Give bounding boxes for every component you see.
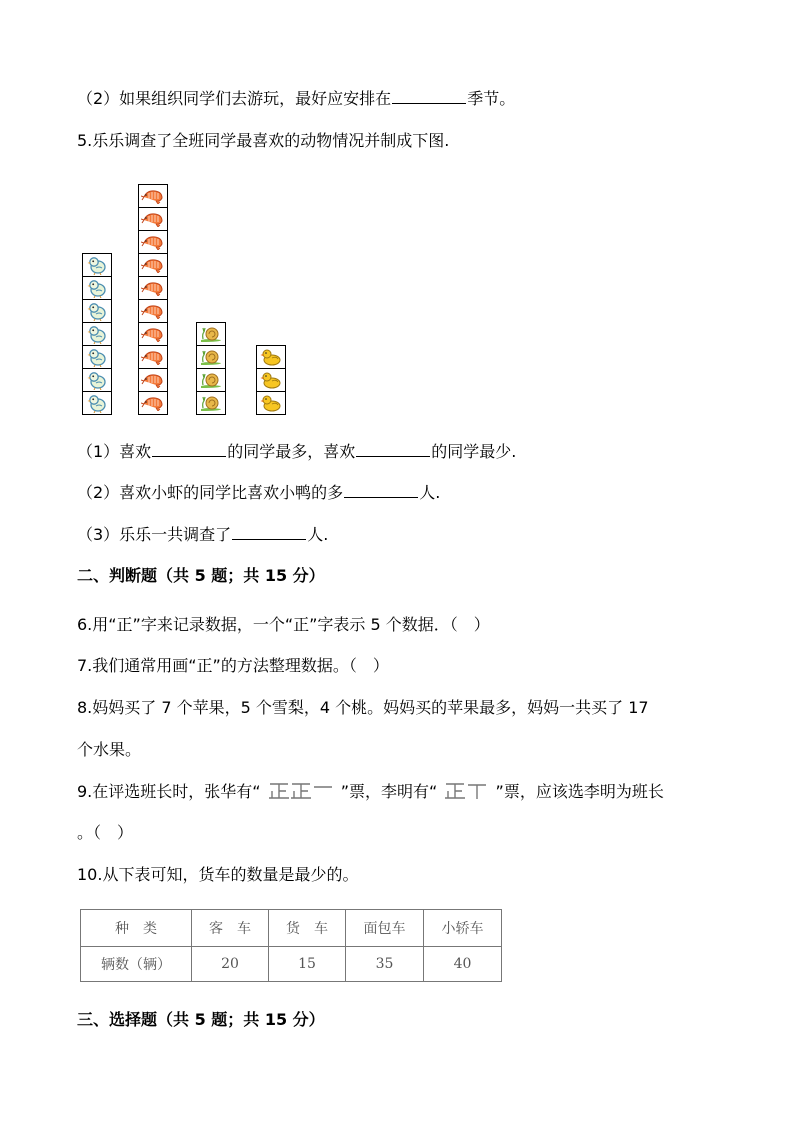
q5-part1 [77, 441, 516, 462]
shrimp-icon [138, 368, 168, 392]
q5-part2-text-b: 人. [419, 483, 441, 502]
q5-part2 [77, 482, 440, 503]
table-cell: 20 [192, 947, 269, 982]
q5-part3-text-a: （3）乐乐一共调查了 [77, 525, 232, 544]
q9-line2: 。（ ） [77, 823, 134, 842]
chick-icon [82, 299, 112, 323]
tally-zheng-zheng-yi-icon [268, 782, 334, 800]
q9-line1 [77, 782, 664, 802]
shrimp-icon [138, 207, 168, 231]
answer-blank[interactable] [392, 88, 466, 104]
shrimp-icon [138, 391, 168, 415]
q7: 7.我们通常用画“正”的方法整理数据。（ ） [77, 656, 389, 675]
q5-part2-text-a: （2）喜欢小虾的同学比喜欢小鸭的多 [77, 483, 344, 502]
snail-icon [196, 391, 226, 415]
table-header-cell: 客 车 [192, 910, 269, 947]
shrimp-icon [138, 322, 168, 346]
q8-line2: 个水果。 [77, 740, 142, 759]
answer-blank[interactable] [232, 524, 306, 540]
q9-text-a: 9.在评选班长时，张华有“ [77, 782, 261, 801]
shrimp-icon [138, 253, 168, 277]
table-cell: 15 [269, 947, 346, 982]
chick-icon [82, 368, 112, 392]
q6: 6.用“正”字来记录数据，一个“正”字表示 5 个数据．（ ） [77, 615, 490, 634]
duck-icon [256, 368, 286, 392]
chick-icon [82, 253, 112, 277]
q4-part2-suffix: 季节。 [467, 89, 516, 108]
answer-blank[interactable] [152, 441, 226, 457]
table-cell: 35 [346, 947, 424, 982]
q5-title: 5.乐乐调查了全班同学最喜欢的动物情况并制成下图. [77, 131, 450, 150]
answer-blank[interactable] [356, 441, 430, 457]
duck-icon [256, 391, 286, 415]
q5-part1-text-b: 的同学最多，喜欢 [227, 442, 356, 461]
pictograph-column-duckling [256, 345, 286, 415]
q9-text-b: ”票，李明有“ [340, 782, 438, 801]
snail-icon [196, 322, 226, 346]
q5-part3 [77, 524, 328, 545]
table-cell: 40 [424, 947, 502, 982]
section3-heading: 三、选择题（共 5 题；共 15 分） [77, 1010, 325, 1029]
vehicle-table [80, 909, 502, 982]
duck-icon [256, 345, 286, 369]
chick-icon [82, 345, 112, 369]
q8-line1: 8.妈妈买了 7 个苹果，5 个雪梨，4 个桃。妈妈买的苹果最多，妈妈一共买了 17 [77, 698, 649, 717]
table-header-row [81, 910, 502, 947]
table-header-cell: 小轿车 [424, 910, 502, 947]
pictograph-column-shrimp [138, 184, 168, 415]
snail-icon [196, 368, 226, 392]
pictograph-column-chick [82, 253, 112, 415]
q9-text-c: ”票，应该选李明为班长 [495, 782, 664, 801]
table-header-cell: 种 类 [81, 910, 192, 947]
answer-blank[interactable] [344, 482, 418, 498]
chick-icon [82, 276, 112, 300]
q4-part2 [77, 88, 515, 109]
tally-zheng-ding-icon [444, 782, 488, 800]
table-cell: 辆数（辆） [81, 947, 192, 982]
snail-icon [196, 345, 226, 369]
shrimp-icon [138, 230, 168, 254]
q10-title: 10.从下表可知，货车的数量是最少的。 [77, 865, 359, 884]
chick-icon [82, 322, 112, 346]
table-row [81, 947, 502, 982]
q5-part1-text-c: 的同学最少. [431, 442, 517, 461]
shrimp-icon [138, 299, 168, 323]
table-header-cell: 货 车 [269, 910, 346, 947]
q4-part2-prefix: （2）如果组织同学们去游玩，最好应安排在 [77, 89, 392, 108]
table-header-cell: 面包车 [346, 910, 424, 947]
q5-part3-text-b: 人. [307, 525, 329, 544]
q5-part1-text-a: （1）喜欢 [77, 442, 152, 461]
section2-heading: 二、判断题（共 5 题；共 15 分） [77, 566, 325, 585]
shrimp-icon [138, 276, 168, 300]
pictograph-column-snail [196, 322, 226, 415]
chick-icon [82, 391, 112, 415]
shrimp-icon [138, 345, 168, 369]
shrimp-icon [138, 184, 168, 208]
